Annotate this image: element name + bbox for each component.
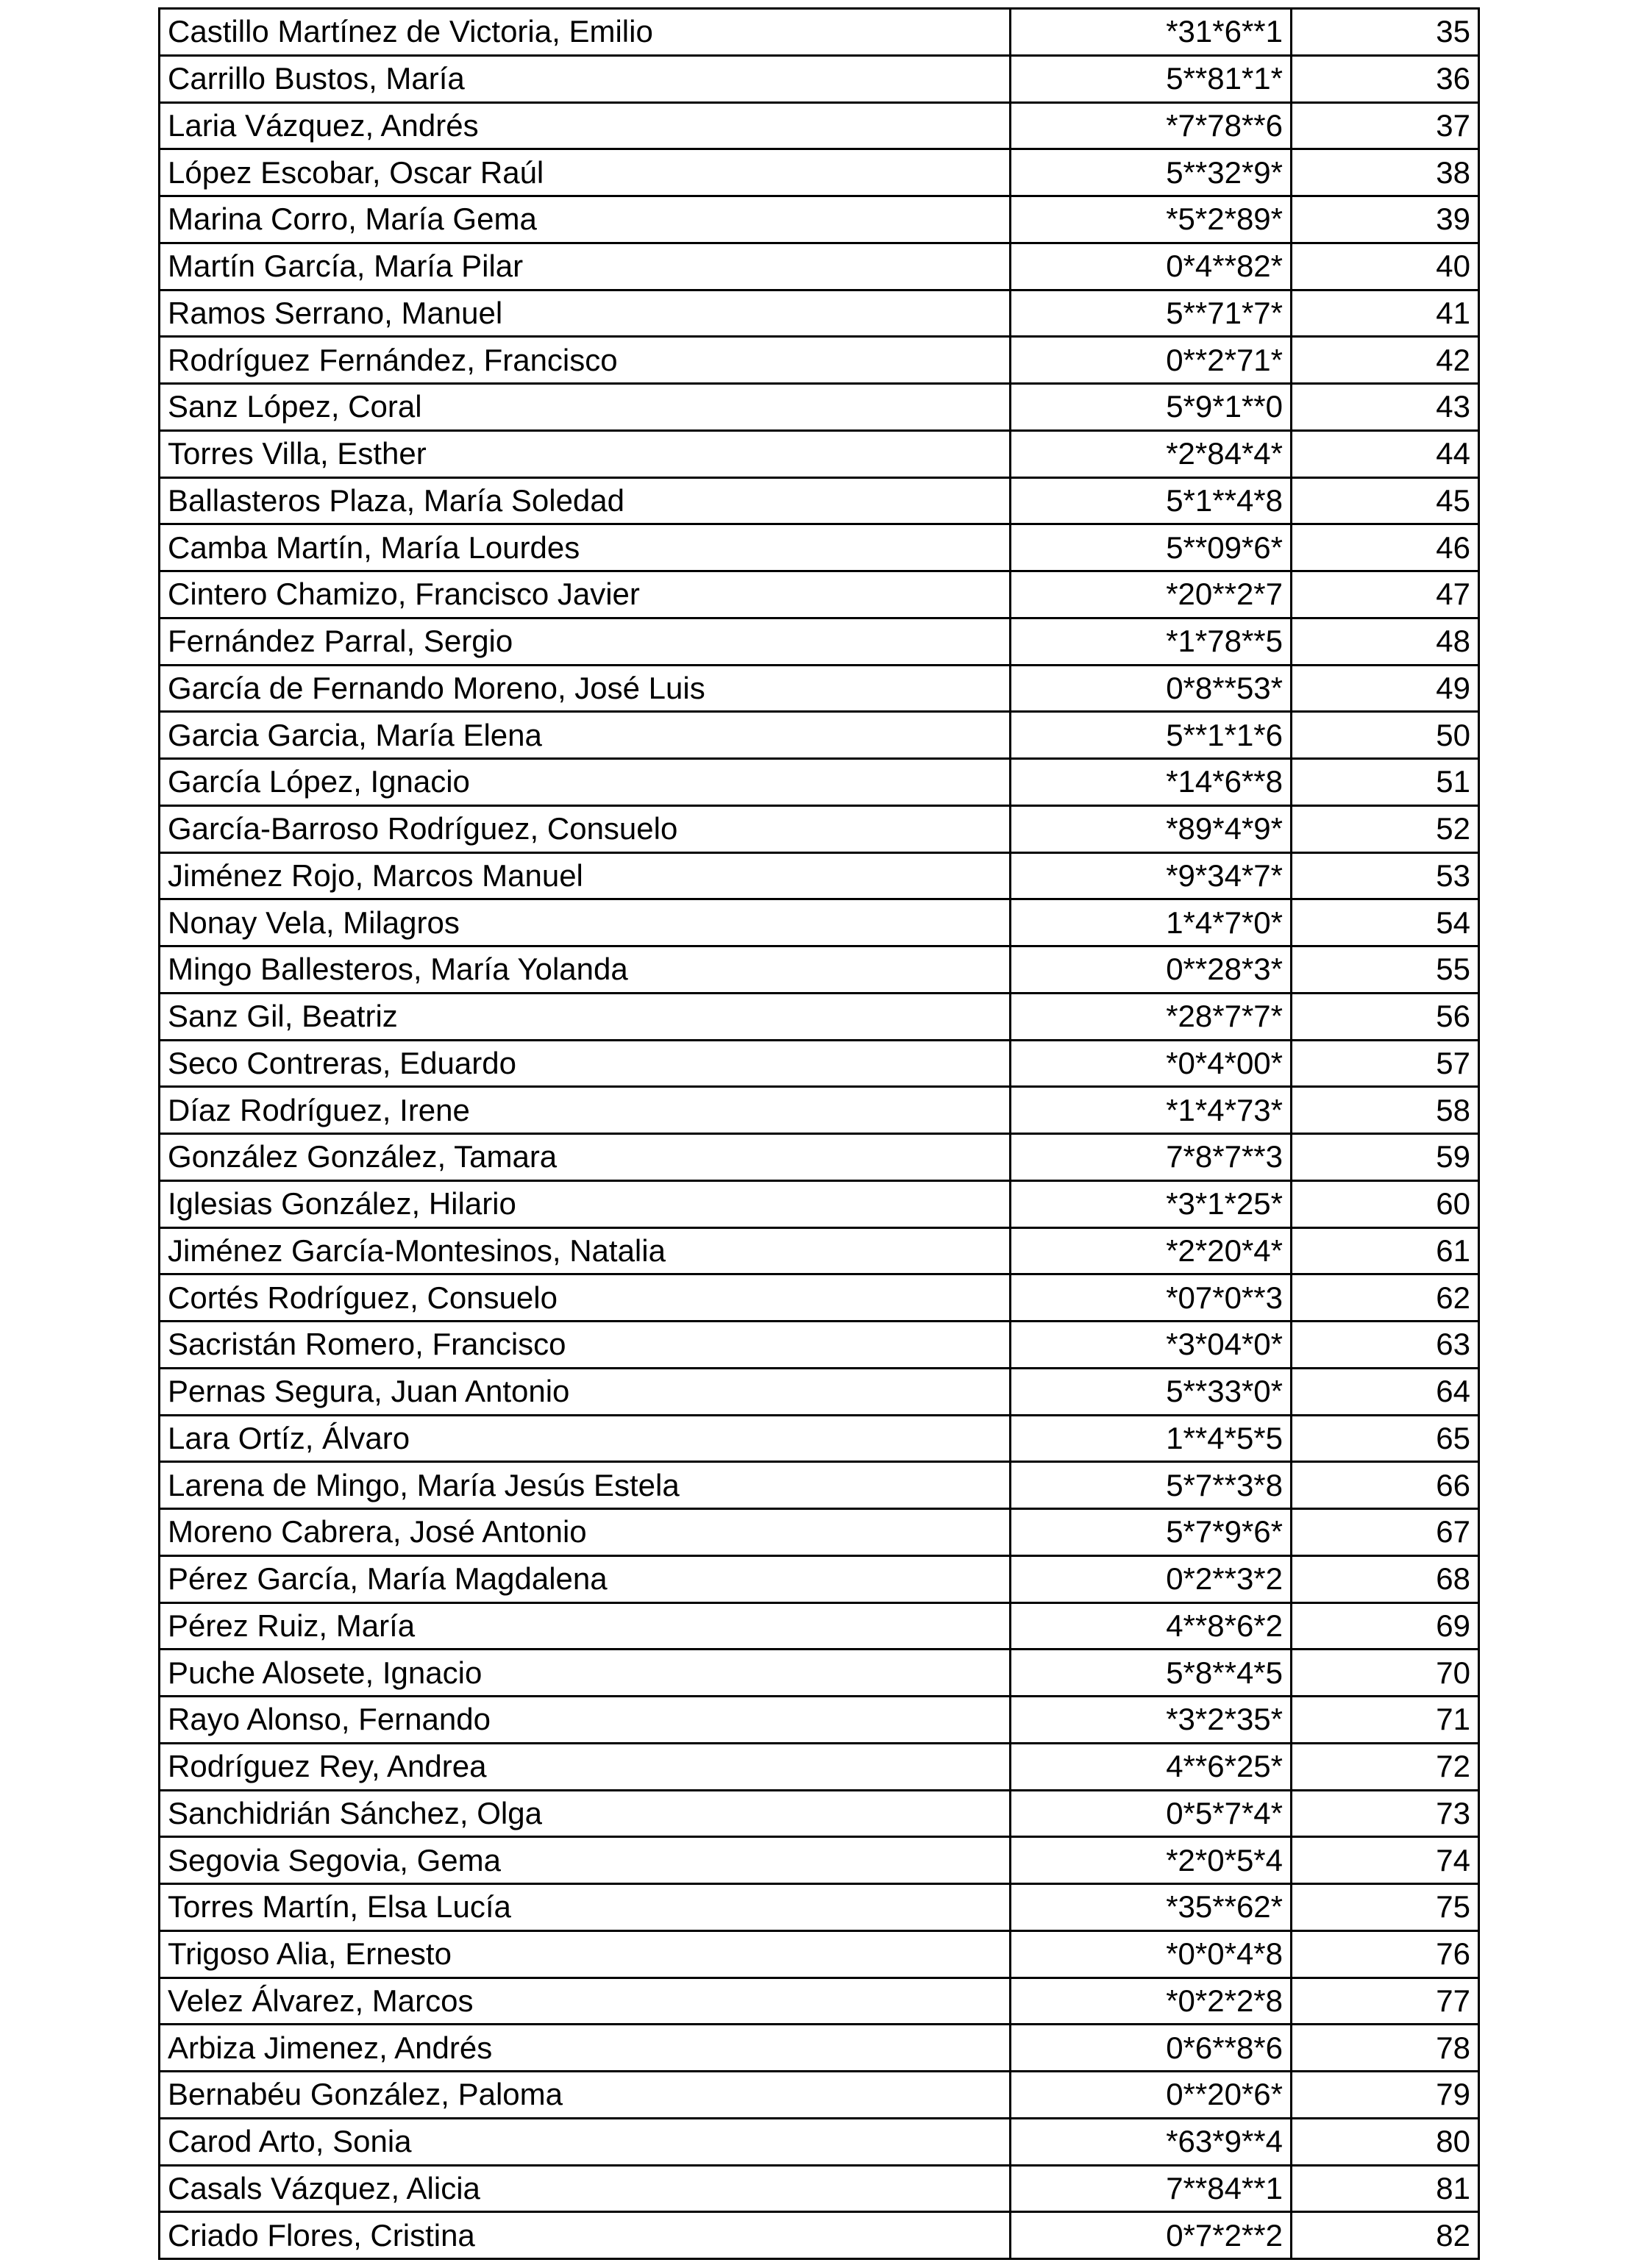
row-number-cell: 51 [1292, 759, 1479, 806]
masked-id-cell: 5**09*6* [1011, 524, 1292, 571]
person-name-cell: García de Fernando Moreno, José Luis [160, 665, 1011, 712]
row-number-cell: 81 [1292, 2165, 1479, 2212]
person-name-cell: Ballasteros Plaza, María Soledad [160, 477, 1011, 524]
table-row [160, 1415, 1479, 1462]
table-row [160, 665, 1479, 712]
person-name-cell: Lara Ortíz, Álvaro [160, 1415, 1011, 1462]
masked-id-cell: 5*1**4*8 [1011, 477, 1292, 524]
masked-id-cell: *89*4*9* [1011, 805, 1292, 852]
table-row [160, 1134, 1479, 1181]
person-name-cell: Puche Alosete, Ignacio [160, 1650, 1011, 1697]
table-row [160, 1368, 1479, 1415]
masked-id-cell: *28*7*7* [1011, 993, 1292, 1040]
table-row [160, 1743, 1479, 1790]
row-number-cell: 63 [1292, 1322, 1479, 1369]
masked-id-cell: 7**84**1 [1011, 2165, 1292, 2212]
masked-id-cell: 5**32*9* [1011, 149, 1292, 196]
masked-id-cell: 0**2*71* [1011, 337, 1292, 384]
masked-id-cell: *5*2*89* [1011, 196, 1292, 243]
table-row [160, 1227, 1479, 1274]
table-row [160, 759, 1479, 806]
person-name-cell: Larena de Mingo, María Jesús Estela [160, 1462, 1011, 1509]
row-number-cell: 46 [1292, 524, 1479, 571]
person-name-cell: Seco Contreras, Eduardo [160, 1040, 1011, 1087]
person-name-cell: Marina Corro, María Gema [160, 196, 1011, 243]
person-name-cell: Sanchidrián Sánchez, Olga [160, 1790, 1011, 1837]
table-row [160, 1602, 1479, 1650]
masked-id-cell: 0*5*7*4* [1011, 1790, 1292, 1837]
masked-id-cell: *14*6**8 [1011, 759, 1292, 806]
person-name-cell: Laria Vázquez, Andrés [160, 102, 1011, 149]
row-number-cell: 57 [1292, 1040, 1479, 1087]
person-name-cell: Rodríguez Fernández, Francisco [160, 337, 1011, 384]
row-number-cell: 70 [1292, 1650, 1479, 1697]
masked-id-cell: 5**33*0* [1011, 1368, 1292, 1415]
row-number-cell: 37 [1292, 102, 1479, 149]
masked-id-cell: 0*4**82* [1011, 243, 1292, 290]
row-number-cell: 76 [1292, 1930, 1479, 1978]
table-row [160, 712, 1479, 759]
table-body [160, 9, 1479, 2259]
person-name-cell: Iglesias González, Hilario [160, 1180, 1011, 1227]
table-row [160, 1509, 1479, 1556]
masked-id-cell: *9*34*7* [1011, 852, 1292, 899]
table-row [160, 1274, 1479, 1322]
masked-id-cell: *0*4*00* [1011, 1040, 1292, 1087]
row-number-cell: 59 [1292, 1134, 1479, 1181]
table-row [160, 1930, 1479, 1978]
row-number-cell: 45 [1292, 477, 1479, 524]
table-row [160, 571, 1479, 618]
person-name-cell: Moreno Cabrera, José Antonio [160, 1509, 1011, 1556]
row-number-cell: 75 [1292, 1884, 1479, 1931]
person-name-cell: Pernas Segura, Juan Antonio [160, 1368, 1011, 1415]
person-name-cell: Rayo Alonso, Fernando [160, 1697, 1011, 1744]
masked-id-cell: 1*4*7*0* [1011, 899, 1292, 946]
table-row [160, 384, 1479, 431]
table-row [160, 524, 1479, 571]
row-number-cell: 69 [1292, 1602, 1479, 1650]
table-row [160, 1837, 1479, 1884]
person-name-cell: Cortés Rodríguez, Consuelo [160, 1274, 1011, 1322]
person-name-cell: Rodríguez Rey, Andrea [160, 1743, 1011, 1790]
person-name-cell: González González, Tamara [160, 1134, 1011, 1181]
person-name-cell: Sanz López, Coral [160, 384, 1011, 431]
table-row [160, 9, 1479, 56]
table-row [160, 55, 1479, 102]
table-row [160, 1555, 1479, 1602]
person-name-cell: Trigoso Alia, Ernesto [160, 1930, 1011, 1978]
row-number-cell: 40 [1292, 243, 1479, 290]
person-name-cell: Camba Martín, María Lourdes [160, 524, 1011, 571]
table-row [160, 102, 1479, 149]
masked-id-cell: *0*2*2*8 [1011, 1978, 1292, 2025]
row-number-cell: 42 [1292, 337, 1479, 384]
person-name-cell: Bernabéu González, Paloma [160, 2072, 1011, 2119]
table-row [160, 243, 1479, 290]
table-row [160, 1040, 1479, 1087]
masked-id-cell: *3*04*0* [1011, 1322, 1292, 1369]
row-number-cell: 39 [1292, 196, 1479, 243]
masked-id-cell: 0**20*6* [1011, 2072, 1292, 2119]
row-number-cell: 67 [1292, 1509, 1479, 1556]
table-row [160, 1790, 1479, 1837]
person-name-cell: Segovia Segovia, Gema [160, 1837, 1011, 1884]
row-number-cell: 50 [1292, 712, 1479, 759]
masked-id-cell: 4**6*25* [1011, 1743, 1292, 1790]
masked-id-cell: 5*8**4*5 [1011, 1650, 1292, 1697]
masked-id-cell: 0*8**53* [1011, 665, 1292, 712]
row-number-cell: 47 [1292, 571, 1479, 618]
masked-id-cell: *1*78**5 [1011, 618, 1292, 665]
person-name-cell: Sacristán Romero, Francisco [160, 1322, 1011, 1369]
person-name-cell: Mingo Ballesteros, María Yolanda [160, 946, 1011, 994]
row-number-cell: 72 [1292, 1743, 1479, 1790]
person-name-cell: Torres Martín, Elsa Lucía [160, 1884, 1011, 1931]
person-name-cell: Pérez García, María Magdalena [160, 1555, 1011, 1602]
row-number-cell: 74 [1292, 1837, 1479, 1884]
person-name-cell: Velez Álvarez, Marcos [160, 1978, 1011, 2025]
person-name-cell: Jiménez García-Montesinos, Natalia [160, 1227, 1011, 1274]
masked-id-cell: *7*78**6 [1011, 102, 1292, 149]
masked-id-cell: 7*8*7**3 [1011, 1134, 1292, 1181]
row-number-cell: 52 [1292, 805, 1479, 852]
masked-id-cell: *0*0*4*8 [1011, 1930, 1292, 1978]
table-row [160, 1322, 1479, 1369]
person-name-cell: Criado Flores, Cristina [160, 2212, 1011, 2259]
person-name-cell: Nonay Vela, Milagros [160, 899, 1011, 946]
masked-id-cell: 0*6**8*6 [1011, 2025, 1292, 2072]
row-number-cell: 68 [1292, 1555, 1479, 1602]
row-number-cell: 60 [1292, 1180, 1479, 1227]
table-row [160, 1462, 1479, 1509]
person-name-cell: Fernández Parral, Sergio [160, 618, 1011, 665]
table-row [160, 2165, 1479, 2212]
row-number-cell: 80 [1292, 2118, 1479, 2165]
masked-id-cell: 0**28*3* [1011, 946, 1292, 994]
person-name-cell: Torres Villa, Esther [160, 430, 1011, 477]
row-number-cell: 38 [1292, 149, 1479, 196]
row-number-cell: 35 [1292, 9, 1479, 56]
row-number-cell: 62 [1292, 1274, 1479, 1322]
masked-id-cell: 0*7*2**2 [1011, 2212, 1292, 2259]
masked-id-cell: 5**1*1*6 [1011, 712, 1292, 759]
row-number-cell: 71 [1292, 1697, 1479, 1744]
row-number-cell: 43 [1292, 384, 1479, 431]
person-name-cell: Cintero Chamizo, Francisco Javier [160, 571, 1011, 618]
masked-id-cell: *20**2*7 [1011, 571, 1292, 618]
person-name-cell: Ramos Serrano, Manuel [160, 290, 1011, 337]
masked-id-cell: *63*9**4 [1011, 2118, 1292, 2165]
table-row [160, 430, 1479, 477]
masked-id-table [158, 7, 1480, 2260]
masked-id-cell: 5*7**3*8 [1011, 1462, 1292, 1509]
masked-id-cell: *31*6**1 [1011, 9, 1292, 56]
table-row [160, 618, 1479, 665]
person-name-cell: López Escobar, Oscar Raúl [160, 149, 1011, 196]
table-row [160, 1884, 1479, 1931]
row-number-cell: 36 [1292, 55, 1479, 102]
person-name-cell: Pérez Ruiz, María [160, 1602, 1011, 1650]
row-number-cell: 41 [1292, 290, 1479, 337]
row-number-cell: 53 [1292, 852, 1479, 899]
person-name-cell: Sanz Gil, Beatriz [160, 993, 1011, 1040]
table-row [160, 2072, 1479, 2119]
row-number-cell: 64 [1292, 1368, 1479, 1415]
table-row [160, 2118, 1479, 2165]
masked-id-cell: *07*0**3 [1011, 1274, 1292, 1322]
table-row [160, 2025, 1479, 2072]
masked-id-cell: 0*2**3*2 [1011, 1555, 1292, 1602]
masked-id-cell: 5**81*1* [1011, 55, 1292, 102]
row-number-cell: 58 [1292, 1087, 1479, 1134]
row-number-cell: 66 [1292, 1462, 1479, 1509]
masked-id-cell: *2*84*4* [1011, 430, 1292, 477]
person-name-cell: Garcia Garcia, María Elena [160, 712, 1011, 759]
table-row [160, 805, 1479, 852]
person-name-cell: Arbiza Jimenez, Andrés [160, 2025, 1011, 2072]
row-number-cell: 56 [1292, 993, 1479, 1040]
row-number-cell: 65 [1292, 1415, 1479, 1462]
row-number-cell: 49 [1292, 665, 1479, 712]
table-row [160, 149, 1479, 196]
table-row [160, 1180, 1479, 1227]
table-row [160, 290, 1479, 337]
person-name-cell: Carod Arto, Sonia [160, 2118, 1011, 2165]
person-name-cell: Jiménez Rojo, Marcos Manuel [160, 852, 1011, 899]
person-name-cell: Carrillo Bustos, María [160, 55, 1011, 102]
row-number-cell: 55 [1292, 946, 1479, 994]
table-row [160, 1697, 1479, 1744]
masked-id-cell: *3*2*35* [1011, 1697, 1292, 1744]
masked-id-cell: *2*0*5*4 [1011, 1837, 1292, 1884]
masked-id-cell: *2*20*4* [1011, 1227, 1292, 1274]
row-number-cell: 44 [1292, 430, 1479, 477]
masked-id-cell: 5**71*7* [1011, 290, 1292, 337]
row-number-cell: 48 [1292, 618, 1479, 665]
person-name-cell: Díaz Rodríguez, Irene [160, 1087, 1011, 1134]
person-name-cell: Casals Vázquez, Alicia [160, 2165, 1011, 2212]
row-number-cell: 77 [1292, 1978, 1479, 2025]
table-row [160, 1650, 1479, 1697]
masked-id-cell: 5*9*1**0 [1011, 384, 1292, 431]
table-row [160, 337, 1479, 384]
masked-id-cell: 4**8*6*2 [1011, 1602, 1292, 1650]
row-number-cell: 82 [1292, 2212, 1479, 2259]
table-row [160, 2212, 1479, 2259]
person-name-cell: Castillo Martínez de Victoria, Emilio [160, 9, 1011, 56]
row-number-cell: 78 [1292, 2025, 1479, 2072]
row-number-cell: 73 [1292, 1790, 1479, 1837]
table-row [160, 196, 1479, 243]
table-row [160, 1978, 1479, 2025]
person-name-cell: García López, Ignacio [160, 759, 1011, 806]
table-row [160, 852, 1479, 899]
masked-id-cell: *3*1*25* [1011, 1180, 1292, 1227]
row-number-cell: 54 [1292, 899, 1479, 946]
table-row [160, 1087, 1479, 1134]
table-row [160, 477, 1479, 524]
masked-id-cell: *1*4*73* [1011, 1087, 1292, 1134]
masked-id-cell: 5*7*9*6* [1011, 1509, 1292, 1556]
masked-id-cell: *35**62* [1011, 1884, 1292, 1931]
row-number-cell: 79 [1292, 2072, 1479, 2119]
person-name-cell: García-Barroso Rodríguez, Consuelo [160, 805, 1011, 852]
person-name-cell: Martín García, María Pilar [160, 243, 1011, 290]
table-row [160, 993, 1479, 1040]
table-row [160, 946, 1479, 994]
row-number-cell: 61 [1292, 1227, 1479, 1274]
masked-id-cell: 1**4*5*5 [1011, 1415, 1292, 1462]
table-row [160, 899, 1479, 946]
